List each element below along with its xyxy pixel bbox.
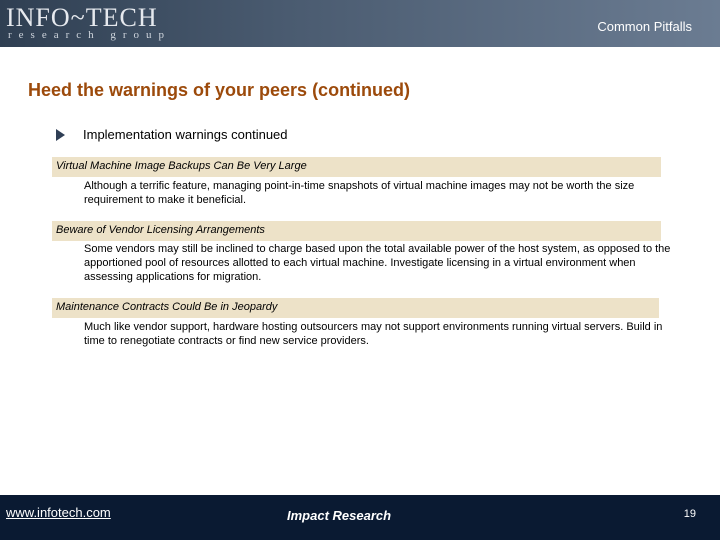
page-number: 19 bbox=[683, 508, 696, 520]
company-logo bbox=[6, 3, 176, 43]
warning-body-1: Although a terrific feature, managing point-in-time snapshots of virtual machine images may not be worth the size requirement to make it beneficial. bbox=[84, 180, 635, 206]
logo-wordmark: INFO~TECH bbox=[6, 3, 158, 32]
warning-heading-text: Virtual Machine Image Backups Can Be Very Large bbox=[56, 160, 307, 172]
footer-tagline: Impact Research bbox=[287, 508, 392, 523]
warning-heading-text: Maintenance Contracts Could Be in Jeopardy bbox=[56, 301, 278, 313]
warning-body-3: Much like vendor support, hardware hosting outsourcers may not support environments running virtual servers. Build in time to renegotiate contracts or find new service providers. bbox=[84, 321, 663, 347]
section-label: Common Pitfalls bbox=[597, 19, 692, 34]
warning-heading-3 bbox=[52, 298, 659, 318]
logo-tagline: research group bbox=[8, 29, 172, 41]
warning-body-2: Some vendors may still be inclined to charge based upon the total available power of the host system, as opposed to the apportioned pool of resources allotted to each virtual machine. Investigate licensing in a virtual environment when assessing applications for migration. bbox=[84, 243, 671, 283]
footer-bar bbox=[0, 495, 720, 540]
website-link[interactable]: www.infotech.com bbox=[6, 505, 111, 520]
warning-heading-2 bbox=[52, 221, 661, 241]
triangle-bullet-icon bbox=[56, 129, 65, 141]
bullet-text: Implementation warnings continued bbox=[83, 127, 288, 142]
slide-title: Heed the warnings of your peers (continued) bbox=[28, 80, 411, 100]
warning-heading-1 bbox=[52, 157, 661, 177]
header-bar bbox=[0, 0, 720, 47]
warning-heading-text: Beware of Vendor Licensing Arrangements bbox=[56, 224, 265, 236]
